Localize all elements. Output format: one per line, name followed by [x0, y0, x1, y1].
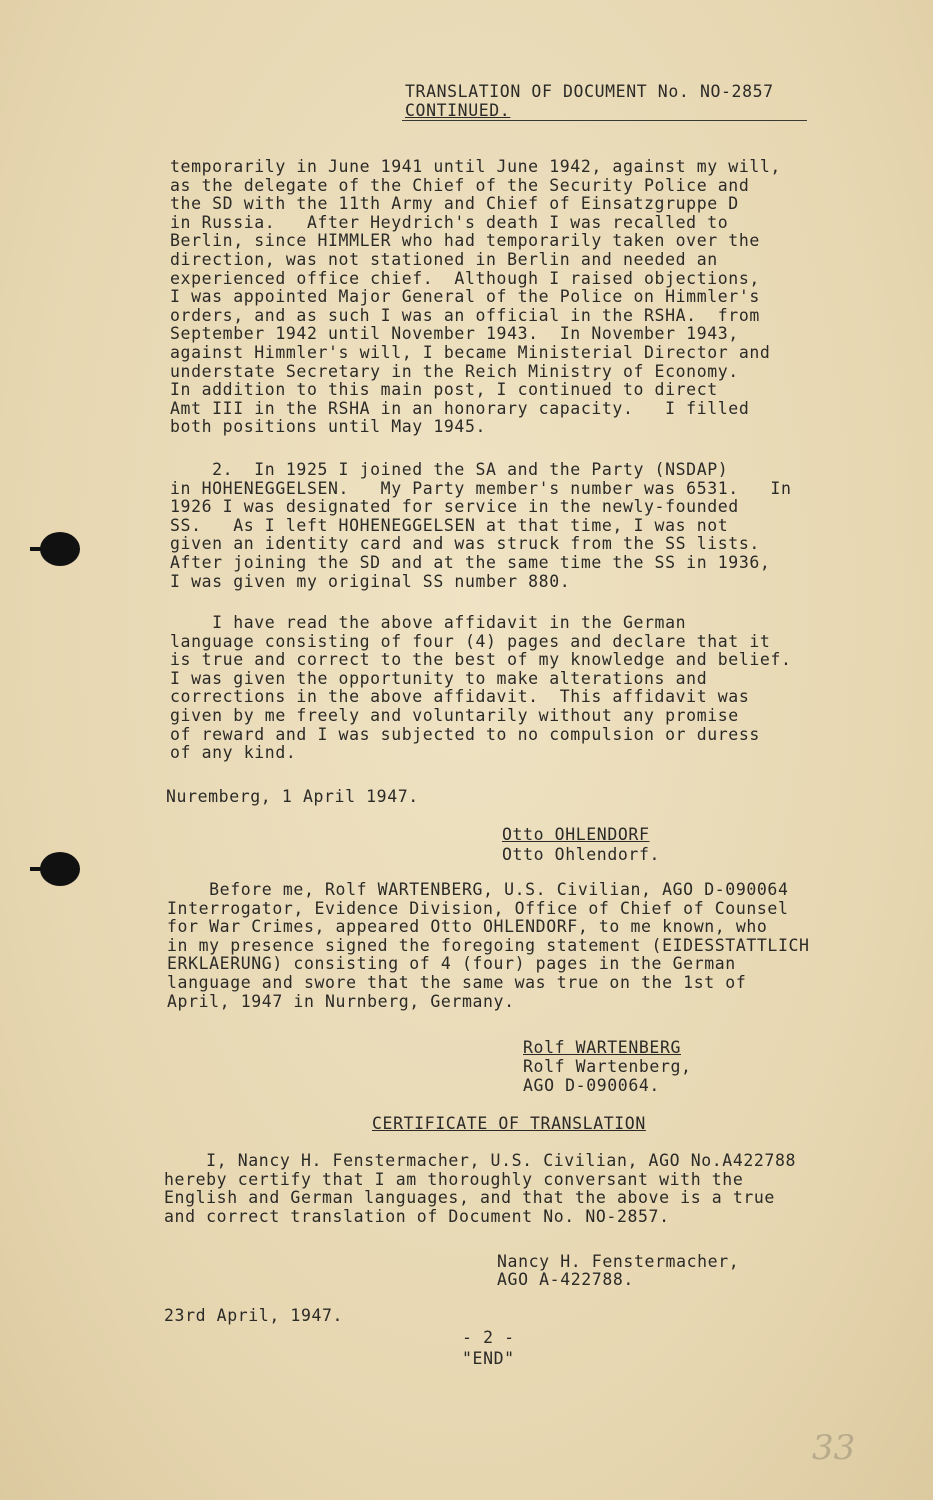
paragraph-line: Berlin, since HIMMLER who had temporarily taken over the	[170, 231, 760, 251]
paragraph-line: April, 1947 in Nurnberg, Germany.	[167, 991, 515, 1011]
paragraph-line: is true and correct to the best of my knowledge and belief.	[170, 650, 792, 670]
paragraph-line: English and German languages, and that the above is a true	[164, 1188, 775, 1208]
paragraph-2	[170, 461, 870, 591]
end-mark: "END"	[462, 1349, 515, 1368]
paragraph-line: In addition to this main post, I continued to direct	[170, 380, 718, 400]
paragraph-line: 1926 I was designated for service in the newly-founded	[170, 497, 739, 517]
paragraph-5	[164, 1152, 874, 1226]
paragraph-line: I was given the opportunity to make alterations and	[170, 668, 708, 688]
paragraph-line: both positions until May 1945.	[170, 417, 487, 437]
paragraph-line: understate Secretary in the Reich Ministry of Economy.	[170, 361, 739, 381]
paragraph-line: given an identity card and was struck from the SS lists.	[170, 534, 760, 554]
paragraph-line: in Russia. After Heydrich's death I was recalled to	[170, 212, 729, 232]
paragraph-line: Interrogator, Evidence Division, Office of Chief of Counsel	[167, 898, 789, 918]
paragraph-line: ERKLAERUNG) consisting of 4 (four) pages in the German	[167, 954, 736, 974]
handwritten-page-number: 33	[812, 1428, 856, 1468]
paragraph-line: as the delegate of the Chief of the Security Police and	[170, 175, 750, 195]
paragraph-line: direction, was not stationed in Berlin and needed an	[170, 249, 718, 269]
paragraph-line: After joining the SD and at the same time the SS in 1936,	[170, 552, 771, 572]
paragraph-line: hereby certify that I am thoroughly conversant with the	[164, 1169, 744, 1189]
paragraph-line: 2. In 1925 I joined the SA and the Party (NSDAP)	[170, 460, 729, 479]
page-number: - 2 -	[462, 1328, 515, 1347]
signature-wartenberg: Rolf WARTENBERG	[523, 1038, 682, 1057]
paragraph-line: against Himmler's will, I became Ministerial Director and	[170, 342, 771, 362]
header-title: TRANSLATION OF DOCUMENT No. NO-2857	[405, 82, 774, 101]
paragraph-line: in my presence signed the foregoing statement (EIDESSTATTLICH	[167, 935, 810, 955]
translator-ago: AGO A-422788.	[497, 1270, 634, 1289]
paragraph-line: the SD with the 11th Army and Chief of Einsatzgruppe D	[170, 194, 739, 214]
paragraph-line: Amt III in the RSHA in an honorary capacity. I filled	[170, 398, 750, 418]
paragraph-line: given by me freely and voluntarily without any promise	[170, 705, 739, 725]
typed-name-wartenberg: Rolf Wartenberg,	[523, 1057, 692, 1076]
paragraph-line: I was given my original SS number 880.	[170, 571, 571, 591]
paragraph-3	[170, 614, 870, 763]
paragraph-line: SS. As I left HOHENEGGELSEN at that time, I was not	[170, 515, 729, 535]
punch-hole-mark	[30, 547, 48, 551]
header-continued: CONTINUED.	[405, 101, 511, 120]
header-rule	[402, 120, 807, 121]
paragraph-line: September 1942 until November 1943. In November 1943,	[170, 324, 739, 344]
ago-wartenberg: AGO D-090064.	[523, 1076, 660, 1095]
paragraph-line: orders, and as such I was an official in the RSHA. from	[170, 305, 760, 325]
paragraph-4	[167, 881, 877, 1011]
paragraph-line: temporarily in June 1941 until June 1942, against my will,	[170, 157, 781, 176]
paragraph-line: Before me, Rolf WARTENBERG, U.S. Civilian, AGO D-090064	[167, 880, 789, 899]
paragraph-line: of any kind.	[170, 743, 297, 763]
typed-name-ohlendorf: Otto Ohlendorf.	[502, 845, 661, 864]
paragraph-line: experienced office chief. Although I raised objections,	[170, 268, 760, 288]
final-date: 23rd April, 1947.	[164, 1306, 344, 1325]
paragraph-line: for War Crimes, appeared Otto OHLENDORF, to me known, who	[167, 917, 768, 937]
paragraph-line: language consisting of four (4) pages and declare that it	[170, 631, 771, 651]
paragraph-line: I was appointed Major General of the Police on Himmler's	[170, 287, 760, 307]
paragraph-line: I have read the above affidavit in the German	[170, 613, 687, 632]
translator-name: Nancy H. Fenstermacher,	[497, 1252, 740, 1271]
paragraph-line: language and swore that the same was true on the 1st of	[167, 972, 747, 992]
paragraph-line: I, Nancy H. Fenstermacher, U.S. Civilian, AGO No.A422788	[164, 1151, 797, 1170]
paragraph-line: and correct translation of Document No. NO-2857.	[164, 1206, 670, 1226]
paragraph-line: of reward and I was subjected to no compulsion or duress	[170, 724, 760, 744]
paragraph-line: corrections in the above affidavit. This affidavit was	[170, 687, 750, 707]
punch-hole-mark	[30, 867, 48, 871]
signature-ohlendorf: Otto OHLENDORF	[502, 825, 650, 844]
certificate-title: CERTIFICATE OF TRANSLATION	[372, 1114, 646, 1133]
place-date: Nuremberg, 1 April 1947.	[166, 787, 419, 806]
paragraph-1	[170, 158, 870, 437]
paragraph-line: in HOHENEGGELSEN. My Party member's number was 6531. In	[170, 478, 792, 498]
